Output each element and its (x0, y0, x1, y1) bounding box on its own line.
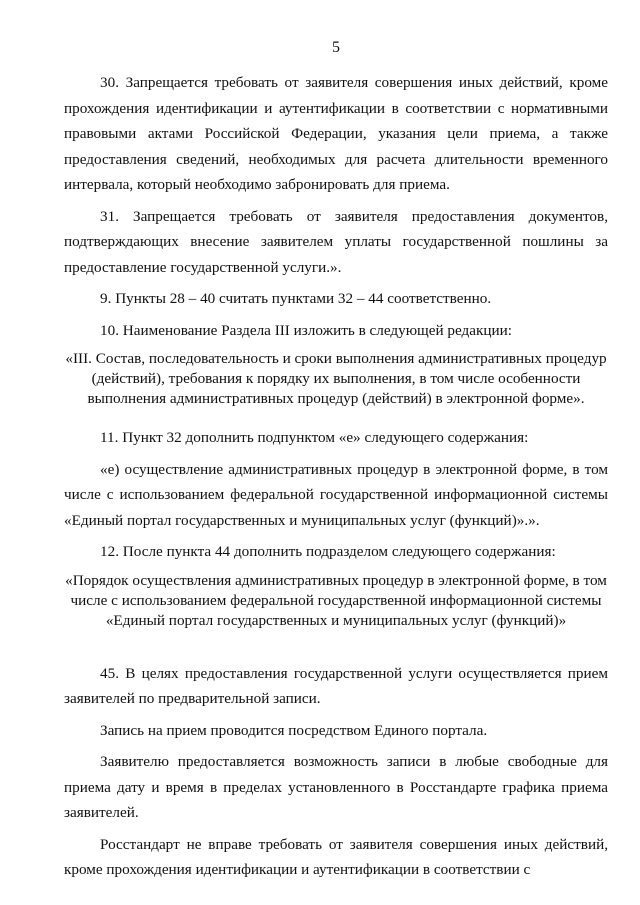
paragraph-item-12: 12. После пункта 44 дополнить подразделом следующего содержания: (100, 543, 556, 560)
paragraph-item-11: 11. Пункт 32 дополнить подпунктом «е» следующего содержания: (100, 429, 529, 446)
paragraph-rosstandart: Росстандарт не вправе требовать от заявителя совершения иных действий, кроме прохождения идентификации и аутентификации в соответствии с (64, 835, 608, 878)
section-3-heading: «III. Состав, последовательность и сроки выполнения административных процедур (действий), требования к порядку их выполнения, в том числе особенности выполнения административных процедур (действий) в электронной форме». (65, 350, 607, 407)
paragraph-appointment: Запись на прием проводится посредством Единого портала. (100, 721, 488, 739)
paragraph-31: 31. Запрещается требовать от заявителя предоставления документов, подтверждающих внесение заявителем уплаты государственной пошлины за предоставление государственной услуги.». (64, 207, 608, 276)
subitem-e-quote: «е) осуществление административных процедур в электронной форме, в том числе с использованием федеральной государственной информационной системы «Единый портал государственных и муниципальных услуг (функций)».». (64, 460, 608, 529)
page-number: 5 (332, 39, 340, 56)
paragraph-30: 30. Запрещается требовать от заявителя совершения иных действий, кроме прохождения идентификации и аутентификации в соответствии с нормативными правовыми актами Российской Федерации, указания цели приема, а также предоставления сведений, необходимых для расчета длительности временного интервала, который необходимо забронировать для приема. (64, 74, 608, 193)
paragraph-item-9: 9. Пункты 28 – 40 считать пунктами 32 – 44 соответственно. (100, 290, 492, 307)
spacer (64, 647, 608, 661)
paragraph-item-10: 10. Наименование Раздела III изложить в следующей редакции: (100, 321, 513, 339)
subsection-heading: «Порядок осуществления административных процедур в электронной форме, в том числе с использованием федеральной государственной информационной системы «Единый портал государственных и муниципальных услуг (функций)» (65, 571, 607, 629)
paragraph-45: 45. В целях предоставления государственной услуги осуществляется прием заявителей по предварительной записи. (64, 664, 608, 707)
paragraph-booking: Заявителю предоставляется возможность записи в любые свободные для приема дату и время в пределах установленного в Росстандарте графика приема заявителей. (64, 753, 608, 821)
